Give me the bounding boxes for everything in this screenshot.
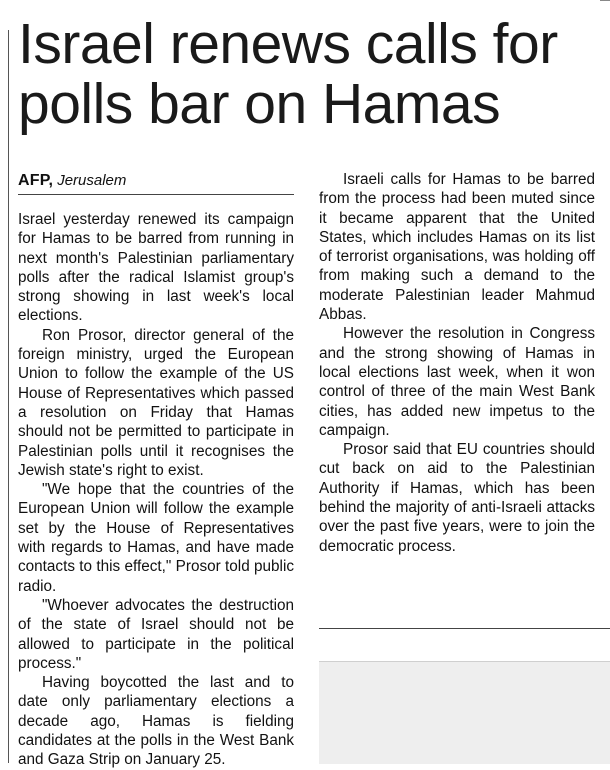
paragraph: "Whoever advocates the destruction of the state of Israel should not be allowed to participate in the political process." bbox=[18, 596, 294, 672]
paragraph: Ron Prosor, director general of the foreign ministry, urged the European Union to follow the example of the US House of Representatives which passed a resolution on Friday that Hamas should not be permitted to participate in Palestinian polls until it recognises the Jewish state's right to exist. bbox=[18, 326, 294, 479]
paragraph: Prosor said that EU countries should cut back on aid to the Palestinian Authority if Hamas, which has been behind the majority of anti-Israeli attacks over the past five years, were to join the democratic process. bbox=[319, 441, 595, 555]
paragraph: Israeli calls for Hamas to be barred from the process had been muted since it became apparent that the United States, which includes Hamas on its list of terrorist organisations, was holding off from making such a demand to the moderate Palestinian leader Mahmud Abbas. bbox=[319, 171, 595, 324]
paragraph: However the resolution in Congress and the strong showing of Hamas in local elections last week, when it won control of three of the main West Bank cities, has added new impetus to the campaign. bbox=[319, 325, 595, 439]
byline-agency: AFP, bbox=[18, 172, 54, 189]
paragraph: Israel yesterday renewed its campaign for Hamas to be barred from running in next month's Palestinian parliamentary polls after the radical Islamist group's strong showing in last week's local elections. bbox=[18, 211, 294, 325]
headline: Israel renews calls for polls bar on Hamas bbox=[18, 12, 558, 136]
byline bbox=[18, 172, 294, 190]
byline-rule bbox=[18, 194, 294, 195]
paragraph: "We hope that the countries of the European Union will follow the example set by the House of Representatives with regards to Hamas, and have made contacts to this effect," Prosor told public radio. bbox=[18, 481, 294, 595]
advertisement-placeholder bbox=[319, 661, 610, 764]
top-right-rule bbox=[600, 0, 610, 1]
column-end-rule bbox=[319, 628, 610, 629]
byline-location: Jerusalem bbox=[57, 172, 127, 189]
paragraph: Having boycotted the last and to date only parliamentary elections a decade ago, Hamas is fielding candidates at the polls in the West Bank and Gaza Strip on January 25. bbox=[18, 674, 294, 769]
article-column-left bbox=[18, 210, 294, 770]
column-rule-left bbox=[8, 30, 9, 763]
article-column-right bbox=[319, 170, 595, 556]
